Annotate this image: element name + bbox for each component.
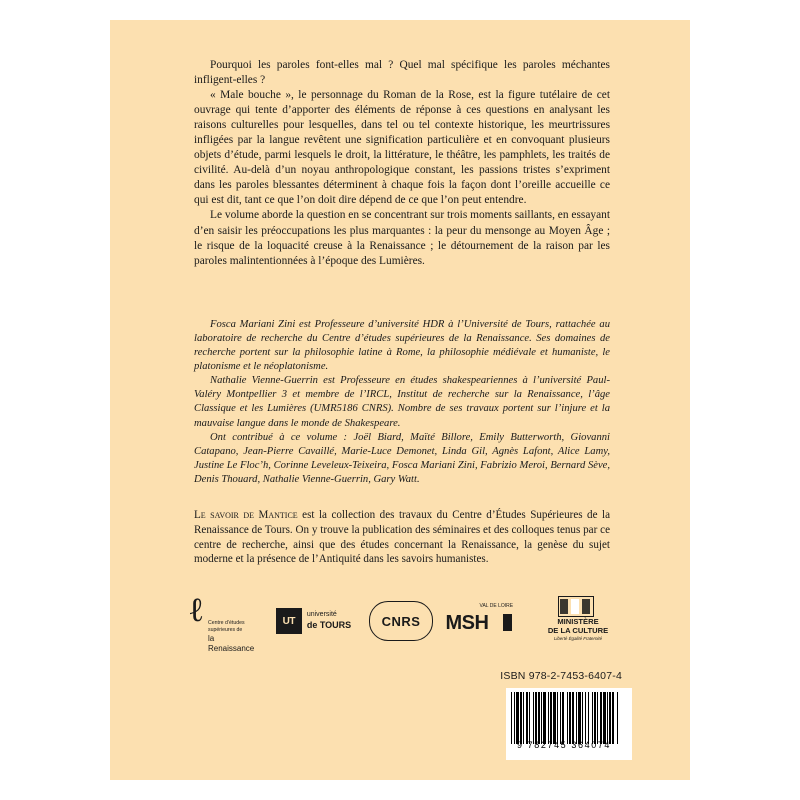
cesr-logo-line2: la Renaissance — [208, 634, 255, 653]
universite-de-tours-mark-icon: UT — [276, 608, 302, 634]
collection-paragraph — [194, 508, 610, 567]
authors-and-contributors-block — [194, 318, 610, 487]
collection-text: est la collection des travaux du Centre d’Études Supérieures de la Renaissance de Tours. On y trouve la publication des séminaires et des colloques tenus par ce centre de recherche, ainsi que des études concernant la Renaissance, la genèse du sujet moderne et la présence de l’Antiquité dans les savoirs humanistes. — [194, 509, 611, 566]
ministere-logo-line1: MINISTÈRE — [557, 617, 599, 626]
blurb-paragraph-3: Le volume aborde la question en se concentrant sur trois moments saillants, en essayant d’en saisir les préoccupations les plus marquantes : la peur du mensonge au Moyen Âge ; le risque de la loquacité creuse à la Renaissance ; le détournement de la raison par les paroles malintentionnées à l’époque des Lumières. — [194, 209, 610, 267]
flag-band-white — [571, 599, 579, 614]
msh-logo-top-label: VAL DE LOIRE — [479, 603, 514, 609]
french-flag-icon — [558, 596, 594, 617]
cesr-logo — [184, 592, 258, 653]
flag-band-red — [582, 599, 590, 614]
universite-de-tours-line1: université — [306, 610, 337, 618]
author-bio-mariani-zini: Fosca Mariani Zini est Professeure d’université HDR à l’Université de Tours, rattachée au laboratoire de recherche du Centre d’études supérieures de la Renaissance. Ses domaines de recherche portent sur la philosophie latine à Rome, la philosophie médiévale et humaniste, le platonisme et le néoplatonisme. — [194, 319, 610, 373]
barcode — [506, 688, 632, 760]
collection-name: Le savoir de Mantice — [194, 509, 298, 521]
cesr-logo-line1: Centre d’études supérieures de — [208, 620, 245, 633]
ministere-logo-motto: Liberté Égalité Fraternité — [553, 636, 603, 641]
cesr-mark-icon: ℓ — [188, 592, 205, 629]
collection-description-block — [194, 508, 610, 567]
cover-panel — [110, 20, 690, 780]
msh-logo-bar-icon — [503, 614, 512, 631]
blurb-paragraph-1: Pourquoi les paroles font-elles mal ? Quel mal spécifique les paroles méchantes infligent-elles ? — [194, 59, 610, 87]
msh-logo-main-label: MSH — [445, 612, 489, 634]
universite-de-tours-line2: de TOURS — [306, 619, 352, 630]
msh-logo — [446, 602, 524, 640]
contributors-list: Ont contribué à ce volume : Joël Biard, Maïté Billore, Emily Butterworth, Giovanni Catapano, Jean-Pierre Cavaillé, Marie-Luce Demonet, Linda Gil, Agnès Lafont, Alice Lamy, Justine Le Floc’h, Corinne Leveleux-Teixeira, Fosca Mariani Zini, Fabrizio Meroi, Bernard Sève, Denis Thouard, Nathalie Vienne-Guerrin, Gary Watt. — [194, 431, 610, 485]
flag-band-blue — [560, 599, 568, 614]
universite-de-tours-logo — [271, 604, 357, 638]
ministere-de-la-culture-logo — [536, 596, 620, 646]
blurb-text-block — [194, 58, 610, 269]
barcode-digits: 9 782745 364074 — [516, 740, 612, 750]
isbn-label: ISBN 978-2-7453-6407-4 — [500, 670, 622, 682]
cnrs-logo — [369, 601, 433, 641]
cnrs-logo-label: CNRS — [381, 613, 421, 629]
author-bio-vienne-guerrin: Nathalie Vienne-Guerrin est Professeure en études shakespeariennes à l’université Paul-Valéry Montpellier 3 et membre de l’IRCL, Institut de recherche sur la Renaissance, l’âge Classique et les Lumières (UMR5186 CNRS). Nombre de ses travaux portent sur l’injure et la mauvaise langue dans le monde de Shakespeare. — [194, 375, 610, 429]
blurb-paragraph-2: « Male bouche », le personnage du Roman de la Rose, est la figure tutélaire de cet ouvrage qui tente d’apporter des éléments de réponse à ces questions en analysant les raisons culturelles pour lesquelles, dans tel ou tel contexte historique, les meurtrissures infligées par la langue revêtent une signification particulière et en convoquant plusieurs objets d’étude, parmi lesquels le droit, la littérature, le théâtre, les pamphlets, les traités de civilité. Au-delà d’un noyau anthropologique constant, les passions tristes s’expriment dans les paroles blessantes déterminent à chaque fois la façon dont l’oreille accueille ce qui est dit, tant ce que l’on doit dire dépend de ce que l’on peut entendre. — [194, 89, 610, 207]
universite-de-tours-label — [307, 611, 351, 632]
ministere-logo-label — [536, 618, 620, 635]
barcode-bars — [511, 692, 627, 744]
logo-row — [184, 590, 620, 652]
cesr-logo-label — [208, 620, 258, 654]
ministere-logo-line2: DE LA CULTURE — [547, 625, 609, 635]
